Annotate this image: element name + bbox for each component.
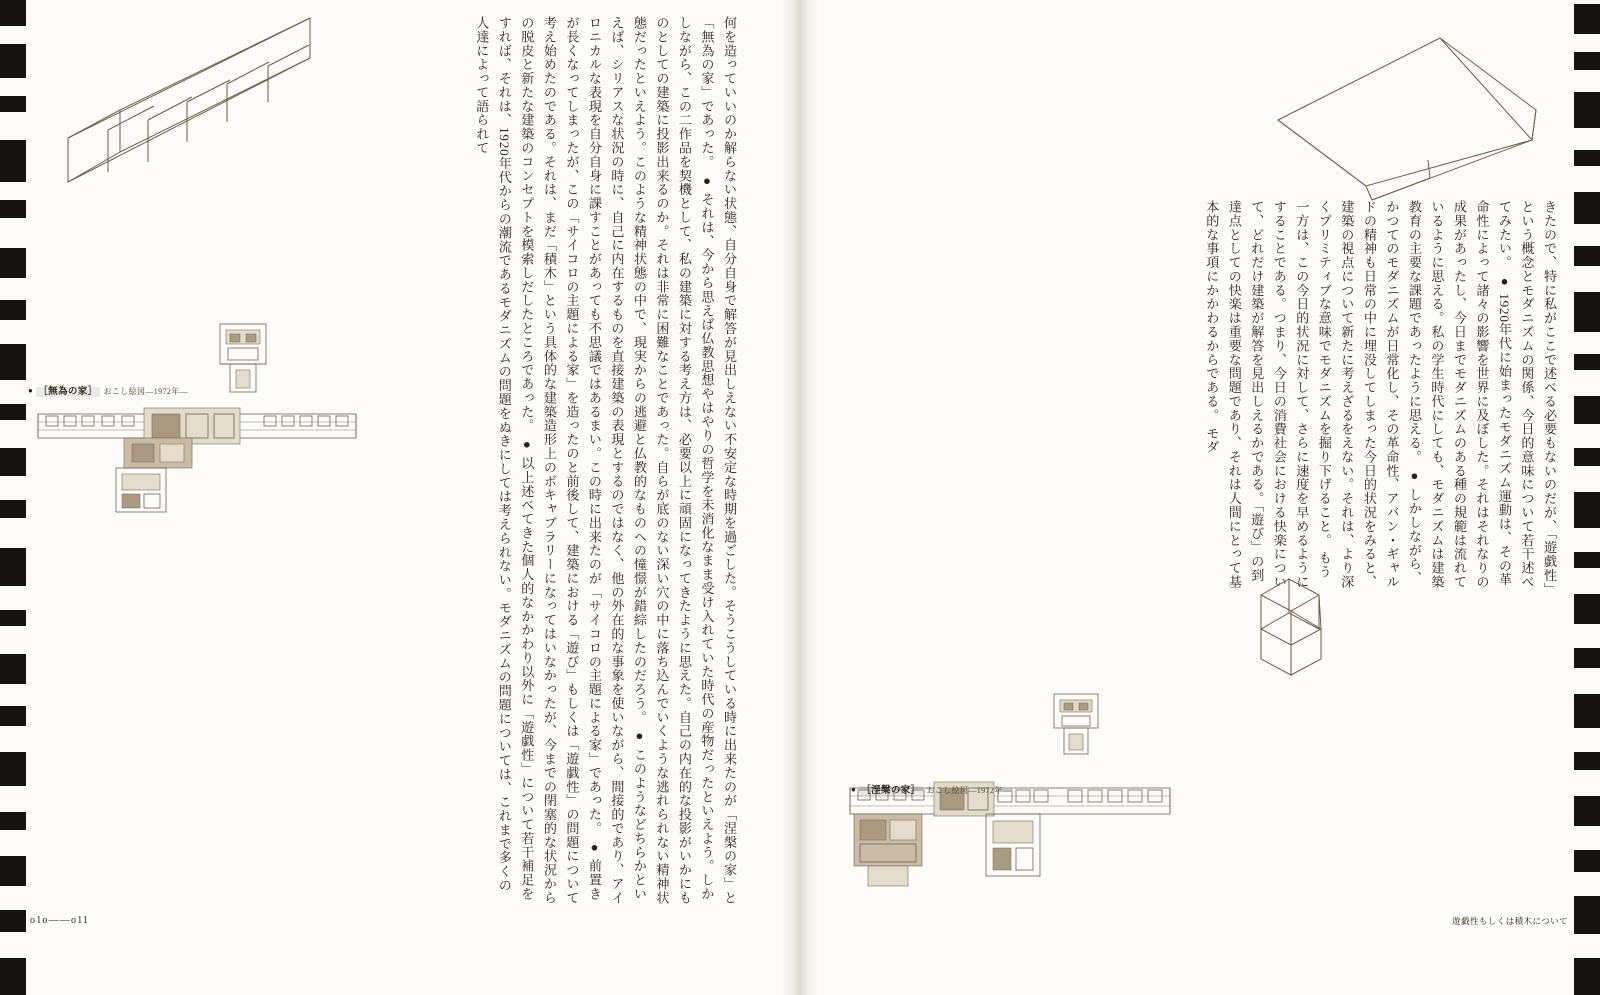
architectural-plan-muinonoie xyxy=(24,318,384,518)
caption-title-left: ［無為の家］ xyxy=(38,387,98,397)
caption-nehannoie xyxy=(851,782,1011,796)
caption-bullet-right: ● xyxy=(851,785,857,794)
isometric-wedge-figure xyxy=(1250,28,1550,218)
right-page-body-text: きたので、特に私がここで述べる必要もないのだが、「遊戯性」という概念とモダニズムの関係、今日的意味について若干述べてみたい。 ● 1920年代に始まったモダニズム運動は、その革命性によって諸々の影響を世界に及ぼした。それはそれなりの成果があったし、今日までモダニズムのある種の規範は流れているように思える。私の学生時代にしても、モダニズムは建築教育の主要な課題であったように思える。 ● しかしながら、かつてのモダニズムが日常化し、その革命性、アバン・ギャルドの精神も日常の中に埋没してしまった今日的状況をみると、建築の視点について新たに考えざるをえない。それは、より深くプリミティブな意味でモダニズムを掘り下げること。 もう一方は、この今日的状況に対して、さらに速度を早めるようにすることである。つまり、今日の消費社会における快楽について、どれだけ建築が解答を見出しえるかである。「遊び」の到達点としての快楽は重要な問題であり、それは人間にとって基本的な事項にかかわるからである。 モダ xyxy=(1204,200,1557,590)
caption-sub-right: おこし絵図—1972年— xyxy=(926,786,1012,795)
caption-title-right: ［涅槃の家］ xyxy=(861,786,921,796)
caption-muinonoie xyxy=(28,383,188,397)
caption-bullet-left: ● xyxy=(28,386,34,395)
folio-left: o1o——o11 xyxy=(30,915,90,926)
scan-edge-marks-left xyxy=(0,0,26,995)
running-title-right: 遊戯性もしくは積木について xyxy=(1452,916,1568,926)
scan-edge-marks-right xyxy=(1574,0,1600,995)
caption-sub-left: おこし絵図—1972年— xyxy=(103,387,189,396)
left-page-body-text: 何を造っていいのか解らない状態、自分自身で解答が見出しえない不安定な時期を過ごした。そうこうしている時に出来たのが「涅槃の家」と「無為の家」であった。 ● それは、今から思えば仏教思想やはやりの哲学を未消化なまま受け入れていた時代の産物だったといえよう。しかしながら、この二作品を契機として、私の建築に対する考え方は、必要以上に頑固になってきたように思えた。自己の内在的な投影がいかにものとしての建築に投影出来るのか。それは非常に困難なことであった。自らが底のない深い穴の中に落ち込んでいくような逃れられない精神状態だったといえよう。このような精神状態の中で、現実からの逃避と仏教的なものへの憧憬が錯綜したのだろう。 ● このようなどちらかといえば、シリアスな状況の時に、自己に内在するものを直接建築の表現とするのではなく、他の外在的な事象を使いながら、間接的であり、アイロニカルな表現を自分自身に課すことがあっても不思議ではあるまい。この時に出来たのが「サイコロの主題による家」であった。 ● 前置きが長くなってしまったが、この「サイコロの主題による家」を造ったのと前後して、建築における「遊び」もしくは「遊戯性」の問題について考え始めたのである。それは、まだ「積木」という具体的な建築造形上のボキャブラリーになってはいなかったが、今までの閉塞的な状況からの脱皮と新たな建築のコンセプトを模索しだしたところであった。 ● 以上述べてきた個人的なかかわり以外に「遊戯性」について若干補足をすれば、それは、1920年代からの潮流であるモダニズムの問題をぬきにしては考えられない。モダニズムの問題については、これまで多くの人達によって語られて xyxy=(474,16,737,905)
page-gutter xyxy=(782,0,818,995)
isometric-cube-cluster-figure xyxy=(1235,575,1355,685)
